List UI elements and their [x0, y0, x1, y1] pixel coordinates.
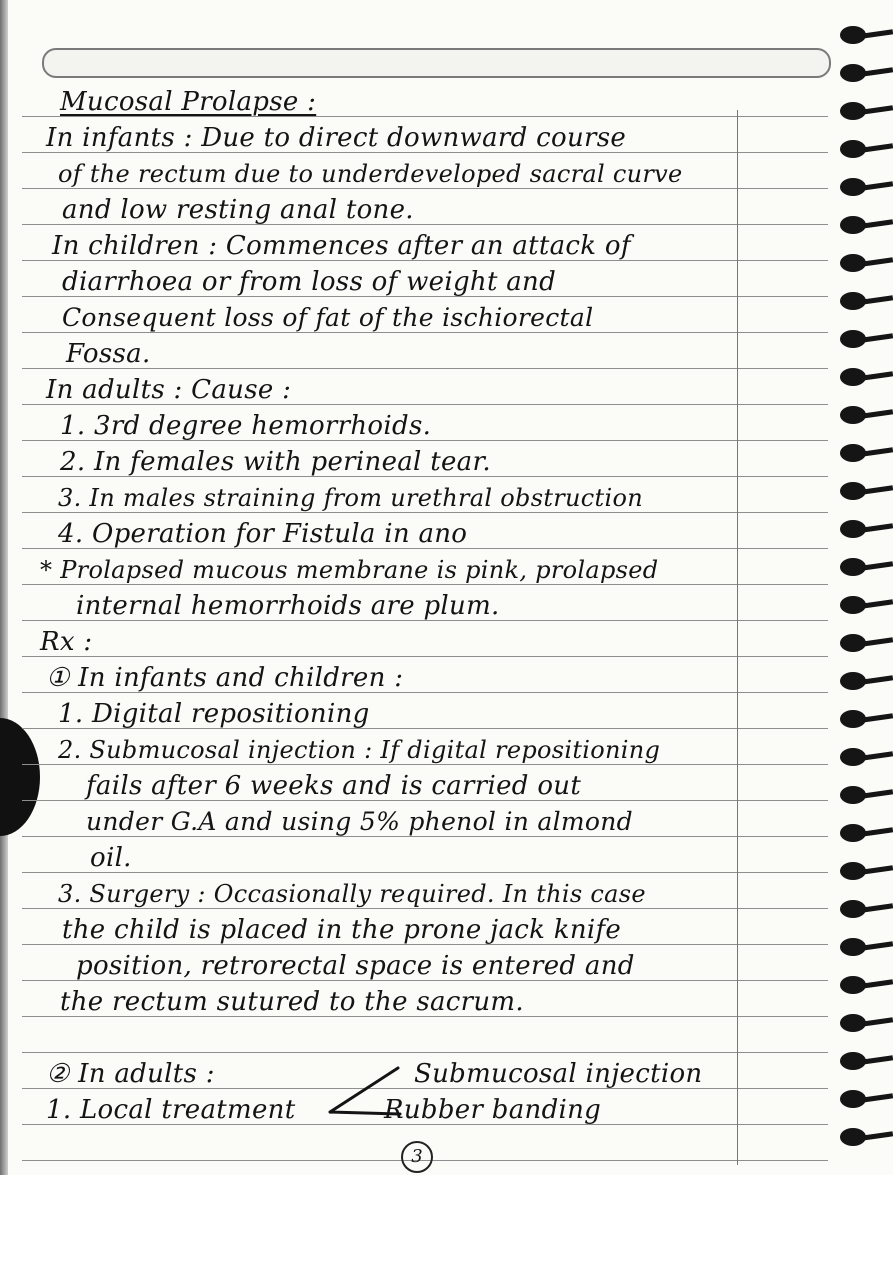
note-line: * Prolapsed mucous membrane is pink, prolapsed: [40, 556, 659, 584]
note-line: 3. Surgery : Occasionally required. In this case: [58, 880, 646, 908]
note-line: oil.: [90, 843, 132, 873]
note-line: diarrhoea or from loss of weight and: [62, 267, 557, 297]
note-line: under G.A and using 5% phenol in almond: [86, 807, 633, 836]
punch-hole: [0, 718, 40, 836]
page-number: 3: [401, 1141, 433, 1173]
note-line: Consequent loss of fat of the ischiorectal: [62, 303, 594, 332]
note-heading: Mucosal Prolapse :: [60, 87, 317, 117]
page-left-edge: [0, 0, 8, 1175]
note-line: position, retrorectal space is entered and: [76, 951, 635, 981]
note-line: internal hemorrhoids are plum.: [76, 591, 500, 621]
note-line: Rubber banding: [384, 1095, 602, 1125]
spiral-coil: [836, 140, 893, 158]
note-line: In adults : Cause :: [46, 375, 292, 405]
note-line: 1. Local treatment: [46, 1095, 296, 1125]
branch-arrow-icon: [320, 1060, 410, 1120]
spiral-coil: [836, 558, 893, 576]
note-line: ① In infants and children :: [46, 663, 404, 693]
note-line: Submucosal injection: [414, 1059, 703, 1089]
note-line: 4. Operation for Fistula in ano: [58, 519, 468, 549]
note-line: 2. In females with perineal tear.: [60, 447, 491, 477]
note-line: 1. Digital repositioning: [58, 699, 370, 729]
header-band: [42, 48, 831, 78]
note-line: of the rectum due to underdeveloped sacral curve: [58, 160, 683, 188]
spiral-coil: [836, 26, 893, 44]
spiral-coil: [836, 1128, 893, 1146]
note-line: 1. 3rd degree hemorrhoids.: [60, 411, 432, 441]
note-line: the child is placed in the prone jack knife: [62, 915, 622, 945]
spiral-coil: [836, 672, 893, 690]
spiral-coil: [836, 368, 893, 386]
note-line: ② In adults :: [46, 1059, 215, 1089]
note-line: 3. In males straining from urethral obstruction: [58, 484, 643, 512]
note-line: Rx :: [40, 627, 93, 657]
note-line: Fossa.: [66, 339, 151, 369]
note-line: In infants : Due to direct downward course: [46, 123, 627, 153]
note-line: In children : Commences after an attack of: [52, 231, 631, 261]
note-line: fails after 6 weeks and is carried out: [86, 771, 582, 801]
ruled-line: [22, 1052, 828, 1053]
note-line: 2. Submucosal injection : If digital repositioning: [58, 736, 661, 764]
spiral-coil: [836, 64, 893, 82]
note-line: the rectum sutured to the sacrum.: [60, 987, 524, 1017]
spiral-coil: [836, 634, 893, 652]
note-line: and low resting anal tone.: [62, 195, 414, 225]
